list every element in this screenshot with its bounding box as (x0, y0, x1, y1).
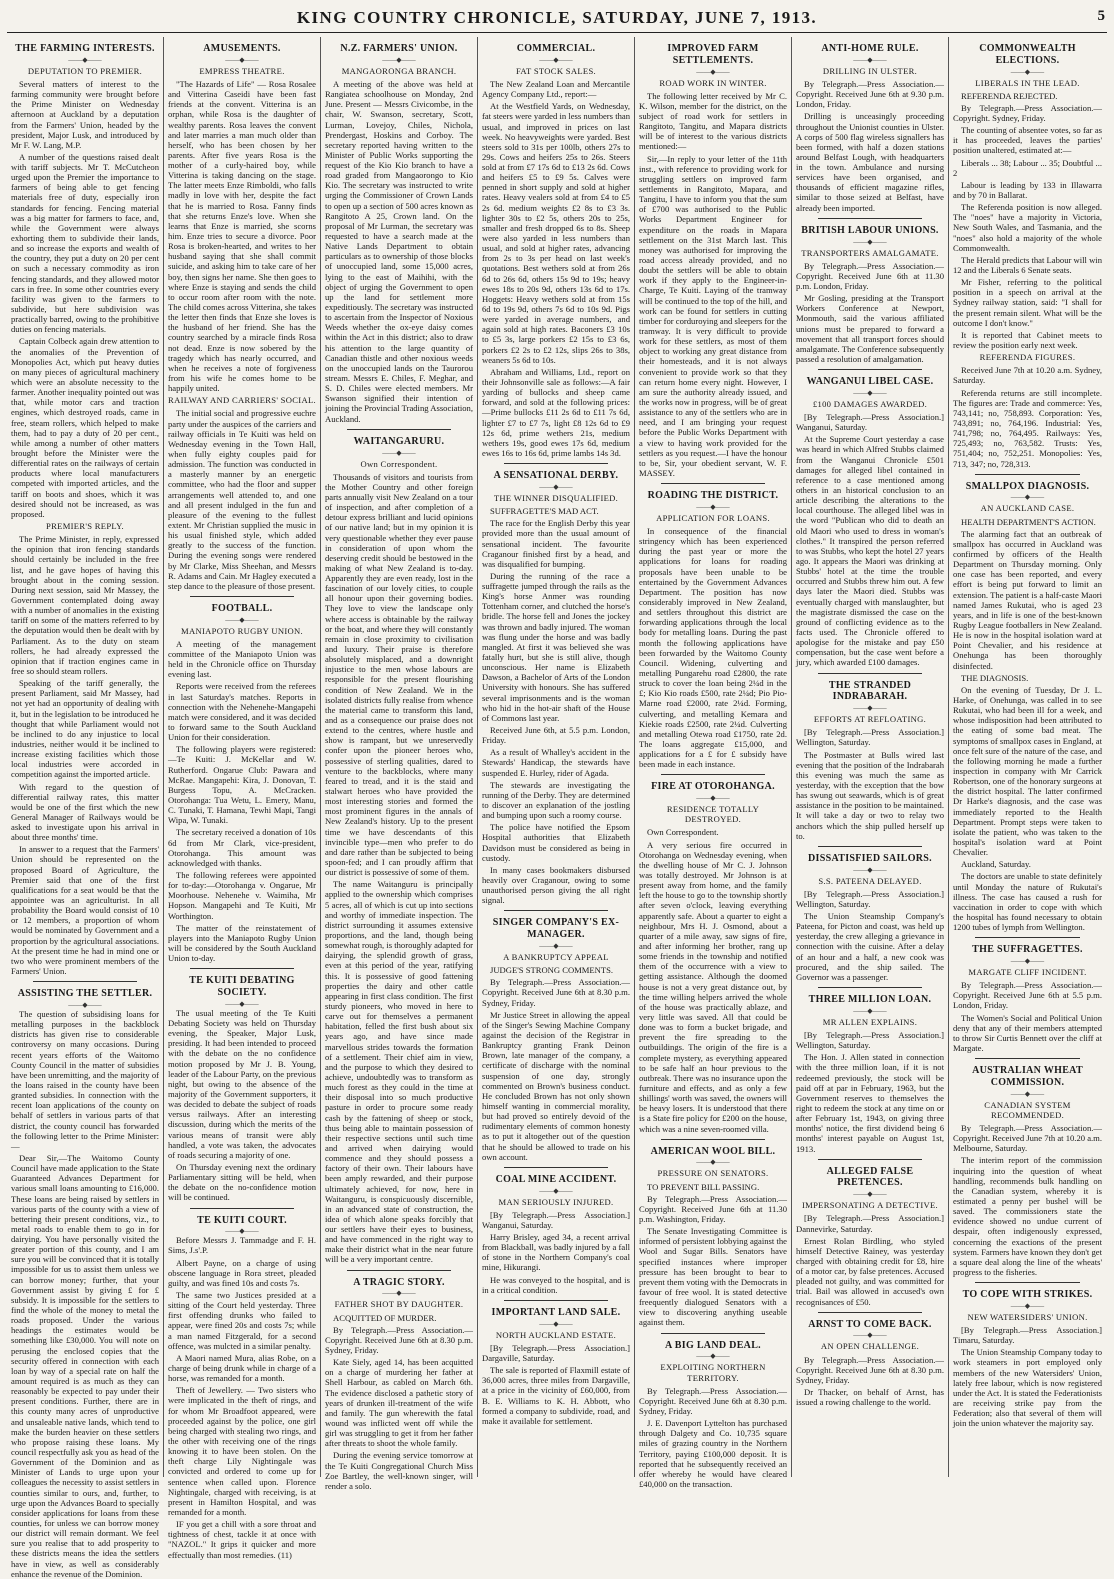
article-headline: COAL MINE ACCIDENT. (495, 1173, 617, 1185)
article-paragraph: Liberals ... 38; Labour ... 35; Doubtful ... 2 (953, 157, 1102, 178)
section-rule (975, 937, 1080, 938)
column-5 (635, 37, 792, 1489)
article-paragraph: Several matters of interest to the farming community were brought before the Prime Minister on Wednesday afternoon at Auckland by a deputation from the Farmers' Union, headed by the president, Major Lusk, and introduced by Mr F. W. Lang, M.P. (11, 78, 159, 150)
article-headline: SINGER COMPANY'S EX-MANAGER. (492, 917, 620, 941)
article-paragraph: [By Telegraph.—Press Association.] Dargaville, Saturday. (482, 1342, 630, 1363)
article-subheading: NEW WATERSIDERS' UNION. (967, 1311, 1088, 1322)
article (168, 1208, 316, 1560)
column-7 (949, 37, 1106, 1477)
article (168, 395, 316, 591)
article-subheading: TRANSPORTERS AMALGAMATE. (801, 247, 939, 258)
article-paragraph: The question of subsidising loans for metalling purposes in the backblock districts has given rise to considerable controversy on many occasions. During recent years efforts of the Waitomo County Council in the matter of subsidies have been unremitting, and the majority of the loans raised in the county have been granted subsidies. In connection with the recent loan applications of the county on behalf of settlers in various parts of that district, the county council has forwarded the following letter to the Prime Minister:— (11, 1008, 159, 1151)
article-paragraph: The matter of the reinstatement of players into the Maniapoto Rugby Union will be considered by the South Auckland Union to-day. (168, 922, 316, 964)
article (953, 937, 1102, 1053)
article-paragraph: By Telegraph.—Press Association.—Copyright. Received June 6th at 8.30 p.m. Sydney, Friday. (639, 1385, 787, 1416)
article (953, 1058, 1102, 1277)
article (325, 1270, 473, 1491)
article-paragraph: By Telegraph.—Press Association.—Copyright. Received June 7th at 10.20 a.m. Melbourne, Saturday. (953, 1123, 1102, 1154)
article (168, 968, 316, 1202)
headline-ornament: ——◆—— (382, 1289, 416, 1298)
article-paragraph: Referenda returns are still incomplete. The figures are: Trade and commerce: Yes, 743,141; no, 758,893. Corporation: Yes, 743,891; no, 764,196. Industrial: Yes, 741,798; no, 764,495. Railways: Yes, 725,493; no, 763,582. Trusts: Yes, 751,404; no, 752,251. Monopolies: Yes, 713, 347; no, 728,313. (953, 387, 1102, 469)
article-paragraph: Dear Sir,—The Waitomo County Council have made application to the State Guaranteed Advances Department for various small loans amounting to £16,000. These loans are being raised by settlers in various parts of the county with a view of bettering their present conditions, viz., to metal roads to enable them to go in for dairying. You have personally visited the greater portion of this county, and I am sure you will be convinced that it is totally impossible for us to assist them unless we can borrow money; further, that your Government assist by giving £ for £ subsidy. It is impossible for the settlers to find the whole of the money to metal the roads proposed. Under the various headings the estimates would be something like £30,000. You will note on perusing the enclosed copies that the security offered in connection with each loan by way of a special rate on half the amount required is as much as they can reasonably be expected to pay under their present conditions. Further, there are in this county many acres of unproductive and unsaleable native lands, which tend to make the burden heavier on these settlers who propose raising these loans. My council respectfully ask you as head of the Government of the Dominion and as Minister of Lands to urge upon your colleagues the necessity to assist settlers in counties similar to ours, and, further, to urge upon the Advances Board to specially consider applications for loans from these counties, for unless we can borrow money our district will remain dormant. We feel sure you realise that to add prosperity to these districts means the idea the settlers have in view, as well as considerably enhance the revenue of the Dominion. (11, 1152, 159, 1579)
article-subheading: EFFORTS AT REFLOATING. (813, 714, 927, 725)
masthead (7, 6, 1107, 33)
page-number: 5 (1097, 8, 1105, 24)
article-paragraph: Albert Payne, on a charge of using obscene language in Rora street, pleaded guilty, and was fined 10s and costs 7s. (168, 1257, 316, 1288)
article (639, 774, 787, 1133)
article (796, 369, 944, 667)
article-paragraph: The Senate Investigating Committee is informed of persistent lobbying against the Wool and Sugar Bills. Senators have specified instances where improper pressure has been brought to bear to prevent them voting with the Democrats in favour of free wool. It is stated detective freequently dialogued Senators with a view to discovering anything useable against them. (639, 1226, 787, 1328)
article-headline: FIRE AT OTOROHANGA. (651, 781, 775, 793)
article-subheading: A BANKRUPTCY APPEAL (503, 952, 609, 963)
article-paragraph: By Telegraph.—Press Association.—Copyright. Received June 6th at 8.30 p.m. Sydney, Friday. (325, 1324, 473, 1355)
section-rule (975, 474, 1080, 475)
section-rule (818, 987, 922, 988)
article-paragraph: Received June 6th, at 5.5 p.m. London, Friday. (482, 725, 630, 746)
article-subheading: MARGATE CLIFF INCIDENT. (968, 967, 1087, 978)
article-paragraph: Reports were received from the referees in last Saturday's matches. Reports in connection with the Nehenehe-Mangapehi match were considered, and it was decided to forward same to the South Auckland Union for their consideration. (168, 681, 316, 743)
article-headline: WANGANUI LIBEL CASE. (806, 376, 934, 388)
article-paragraph: By Telegraph.—Press Association.—Copyright. Received June 6th at 8.30 p.m. Sydney, Friday. (482, 977, 630, 1008)
article-headline: A TRAGIC STORY. (353, 1276, 445, 1288)
masthead-title: KING COUNTRY CHRONICLE, SATURDAY, JUNE 7, 1913. (296, 8, 818, 27)
headline-ornament: ——◆—— (539, 1186, 573, 1195)
section-rule (975, 1282, 1080, 1283)
headline-ornament: ——◆—— (696, 67, 730, 76)
article-paragraph: Harry Brisley, aged 34, a recent arrival from Blackball, was badly injured by a fall of stone in the Northern Company's coal mine, Hikurangi. (482, 1232, 630, 1273)
article-paragraph: Drilling is unceasingly proceeding throughout the Unionist counties in Ulster. A corps of 500 flag wireless signallers has been formed, with half a dozen stations around Belfast Lough, with headquarters in the town. Ambulance and nursing services have been organised, and thousands of efficient magazine rifles, similar to those seized at Belfast, have already been imported. (796, 111, 944, 213)
section-rule (818, 673, 922, 674)
article (168, 596, 316, 963)
section-rule (347, 429, 451, 430)
section-rule (504, 1300, 608, 1301)
article-paragraph: During the evening service tomorrow at the Te Kuiti Congregational Church Miss Zoe Bartley, the well-known singer, will render a solo. (325, 1450, 473, 1491)
article-paragraph: Dr Thacker, on behalf of Arnst, has issued a rowing challenge to the world. (796, 1387, 944, 1408)
section-rule (661, 1333, 765, 1334)
article-paragraph: Mr Justice Street in allowing the appeal of the Singer's Sewing Machine Company against the decision of the Registrar in Bankruptcy granting Frank Deinon Brown, late manager of the company, a certificate of discharge with the nominal suspension of one day, strongly commented on Brown's business conduct. He concluded Brown has not only shown himself wanting in commercial morality, but had proved so entirely devoid of the rudimentary elements of common honesty as to put it altogether out of the question that he should be allowed to trade on his own account. (482, 1009, 630, 1162)
article-headline: THE FARMING INTERESTS. (15, 43, 155, 54)
article (639, 1333, 787, 1489)
article (796, 1159, 944, 1307)
article-headline: A BIG LAND DEAL. (665, 1339, 761, 1351)
article-subheading: EMPRESS THEATRE. (199, 65, 285, 76)
article-paragraph: The secretary received a donation of 10s 6d from Mr Clark, vice-president, Otorohanga. This amount was acknowledged with thanks. (168, 827, 316, 868)
article-headline: ARNST TO COME BACK. (808, 1318, 932, 1330)
article-paragraph: The Union Steamship Company's Pateena, for Picton and coast, was held up yesterday, the crew alleging a grievance in connection with the cuisine. After a delay of an hour and a half, a new cook was procured, and the ship sailed. The Governor was a passenger. (796, 911, 944, 982)
headline-ornament: ——◆—— (853, 388, 887, 397)
article-paragraph: Received June 7th at 10.20 a.m. Sydney, Saturday. (953, 365, 1102, 386)
headline-ornament: ——◆—— (225, 1227, 259, 1236)
article-paragraph: At the Westfield Yards, on Wednesday, fat steers were yarded in less numbers than usual, and improved in prices on last week. No heavyweights were yarded. Best steers sold to 31s per 100lb, others 27s to 29s. Cows and heifers 25s to 26s. Steers sold at from £7 17s 6d to £13 2s 6d. Cows and heifers £5 to £9 5s. Calves were penned in short supply and sold at higher rates. Heavy vealers sold at from £4 to £5 2s 6d. medium weights £2 8s to £3 3s. lighter 30s to £2 5s, others 20s to 25s, smaller and fresh dropped 6s to 8s. Sheep were also yarded in less numbers than usual, and sold at higher rates, advancing from 2s to 3s per head on last week's quotations. Best wethers sold at from 26s 6d to 26s 6d, others 15s 9d to 19s; heavy ewes 18s to 20s 9d, others 13s 6d to 17s. Hoggets: Heavy wethers sold at from 15s 6d to 19s 9d, others 7s 6d to 10s 9d. Pigs were yarded in average numbers, and again sold at high rates. Baconers £3 10s to £5 3s, large porkers £2 15s to £3 6s, porkers £2 2s to £2 12s, slips 26s to 38s, weaners 5s 6d to 10s. (482, 101, 630, 365)
article-headline: AMUSEMENTS. (203, 43, 281, 54)
headline-ornament: ——◆—— (225, 999, 259, 1008)
article-paragraph: Abraham and Williams, Ltd., report on their Johnsonville sale as follows:—A fair yarding of bullocks and sheep came forward, and sold at the following prices:—Prime bullocks £11 2s 6d to £11 7s 6d, lighter £7 to £7 7s, light £8 12s 6d to £9 12s 6d, prime wethers 21s, medium wethers 19s, good ewes 17s 6d, medium ewes 16s to 16s 6d, prime lambs 14s 3d. (482, 366, 630, 458)
article-paragraph: The initial social and progressive euchre party under the auspices of the carriers and railway officials in Te Kuiti was held on Wednesday evening in the Town Hall, when fully eighty couples paid for admission. The function was conducted in a masterly manner by an energetic committee, who had the floor and supper arrangements well attended to, and one and all present indulged in the fun and pleasure of the evening to the fullest extent. Mr Christian supplied the music in his usual finished style, which added greatly to the success of the function. During the evening songs were rendered by Mr Clarke, Miss Sheehan, and Messrs R. Adams and Cain. Mr Hagley executed a step dance to the pleasure of those present. (168, 408, 316, 591)
headline-ornament: ——◆—— (382, 55, 416, 64)
article (11, 521, 159, 976)
article-paragraph: The doctors are unable to state definitely until Monday the nature of Rukutai's illness. The case has caused a rush for vaccination in order to cope with which the hospital has found necessary to obtain 1200 tubes of lymph from Wellington. (953, 871, 1102, 933)
article (482, 463, 630, 905)
article-paragraph: The New Zealand Loan and Mercantile Agency Company Ltd., report:— (482, 78, 630, 100)
section-rule (504, 463, 608, 464)
article-paragraph: Kate Siely, aged 14, has been acquitted on a charge of murdering her father at Shell Harbour, as cabled on March 6th. The evidence disclosed a pathetic story of years of drunken ill-treatment of the wife and family. The gun wherewith the fatal wound was inflicted went off while the girl was struggling to get it from her father after threats to shoot the whole family. (325, 1357, 473, 1449)
article-subheading: MAN SERIOUSLY INJURED. (498, 1196, 614, 1207)
article-paragraph: By Telegraph.—Press Association.—Copyright. Received June 6th at 8.30 p.m. Sydney, Friday. (796, 1354, 944, 1385)
section-rule (661, 1139, 765, 1140)
article-paragraph: "The Hazards of Life" — Rosa Rosalee and Vitterina Caseidi have been fast friends at the convent. Vitterina is an orphan, while Rosa is the daughter of wealthy parents. Rosa leaves the convent and later marries a man much older than herself, who has been chosen by her parents. After five years Rosa is the mother of a curly-haired boy, while Vitterina is taking dancing on the stage. The latter meets Enze Rimboldi, who falls madly in love with her, despite the fact that he is married to Rosa. Fanny finds that she returns Enze's love. When she learns that Enze is married, she scorns him. Enze tries to secure a divorce. Poor Rosa is broken-hearted, and writes to her husband saying that she shall commit suicide, and asking him to take care of her boy, then signs her name. She then goes to where Enze is staying and sends the child to occur room after room with the note. The child comes across Vitterina, she takes the letter then finds that Enze she loves is the husband of her friend. She has the country searched by a miracle finds Rosa not dead. Enze is now sobered by the tragedy which has nearly occurred, and when he receives a note of forgiveness from his wife he comes home to be happily united. (168, 78, 316, 394)
article (796, 846, 944, 982)
article-paragraph: SUFFRAGETTE'S MAD ACT. (490, 506, 599, 517)
article-paragraph: By Telegraph.—Press Association.—Copyright. Received June 6th at 11.30 p.m. Washington, Friday. (639, 1193, 787, 1225)
article-subheading: PRESSURE ON SENATORS. (657, 1168, 769, 1179)
article-paragraph: At the Supreme Court yesterday a case was heard in which Alfred Stubbs claimed from the Wanganui Chronicle £501 damages for alleged libel contained in reference to a case mentioned among others in an historical conclusion to an article describing the alterations to the local courthouse. The alleged libel was in the word "Publican who did to death an old Maori who used to dress in woman's clothes." It transpired the person referred to was Stubbs, who kept the hotel 27 years ago. It appears the Maori was drinking at Stubbs' hotel at the time the trouble occurred and Stubbs threw him out. A few days later the Maori died. Stubbs was eventually charged with manslaughter, but the magistrate dismissed the case on the ground of conflicting evidence as to the facts used. The Chronicle offered to apologise for the mistake and pay £50 compensation, but the case went before a jury, which awarded £100 damages. (796, 434, 944, 668)
section-rule (975, 1058, 1080, 1059)
headline-ornament: ——◆—— (696, 1158, 730, 1167)
article-subheading: AN OPEN CHALLENGE. (820, 1341, 920, 1352)
article (953, 474, 1102, 933)
section-rule (818, 218, 922, 219)
article-headline: TO COPE WITH STRIKES. (962, 1289, 1093, 1301)
article (796, 673, 944, 841)
article-subheading: NORTH AUCKLAND ESTATE. (495, 1329, 617, 1340)
article-subheading: FAT STOCK SALES. (515, 65, 596, 76)
article-headline: AMERICAN WOOL BILL. (650, 1145, 776, 1157)
headline-ornament: ——◆—— (1010, 1089, 1045, 1098)
article (482, 1300, 630, 1426)
article-paragraph: The interim report of the commission inquiring into the question of wheat handling, recommends bulk handling on the Canadian system, whereby it is estimated a penny per bushel will be saved. The commissioners state the evidence showed no undue current of despair, often indigenously expressed, concerning the exactions of the present system. Farmers have known they don't get a square deal along the line of the wheats' progress to the fisheries. (953, 1155, 1102, 1277)
article-paragraph: In many cases bookmakers disbursed heavily over Craganour, owing to some unauthorised person giving the all right signal. (482, 864, 630, 906)
section-rule (661, 483, 765, 484)
article-headline: N.Z. FARMERS' UNION. (340, 43, 458, 54)
article-subheading: RESIDENCE TOTALLY DESTROYED. (666, 804, 760, 825)
article-headline: THE SUFFRAGETTES. (972, 944, 1083, 956)
headline-ornament: ——◆—— (696, 794, 730, 803)
article-paragraph: THE DIAGNOSIS. (961, 672, 1029, 683)
article-paragraph: Mr Fisher, referring to the political position in a speech on arrival at the Sydney railway station, said: "I shall for the present remain silent. What will be the outcome I don't know." (953, 277, 1102, 328)
article-paragraph: Labour is leading by 133 in Illawarra and by 70 in Ballarat. (953, 179, 1102, 200)
headline-ornament: ——◆—— (853, 1331, 887, 1340)
newspaper-page (7, 6, 1107, 1579)
article-subheading: IMPERSONATING A DETECTIVE. (802, 1200, 938, 1211)
article-paragraph: By Telegraph.—Press Association.—Copyright. Sydney, Friday. (953, 102, 1102, 124)
article-subheading: £100 DAMAGES AWARDED. (812, 398, 928, 409)
article-subheading: PREMIER'S REPLY. (46, 520, 124, 531)
article-paragraph: [By Telegraph.—Press Association.] Timaru, Saturday. (953, 1325, 1102, 1346)
article-paragraph: Ernest Rolan Birdling, who styled himself Detective Rainey, was yesterday charged with obtaining credit for £8, hire of a motor car, by false pretences. Accused pleaded not guilty, and was committed for trial. Bail was allowed in accused's own recognisances of £50. (796, 1235, 944, 1307)
article-paragraph: In answer to a request that the Farmers' Union should be represented on the proposed Board of Agriculture, the Premier said that one of the first qualifications for a seat would be that the appointee was an agriculturist. In all probability the Board would consist of 10 or 12 members, a proportion of whom would be nominated by Government and a proportion by the agricultural associations. At the present time he had in mind one or two who were prominent members of the Farmers' Union. (11, 844, 159, 977)
article-paragraph: The Referenda position is now alleged. The "noes" have a majority in Victoria, New South Wales, and Tasmania, and the "noes" also hold a majority of the whole Commonwealth. (953, 202, 1102, 253)
article-paragraph: On Thursday evening next the ordinary Parliamentary sitting will be held, when the debate on the no-confidence motion will be continued. (168, 1161, 316, 1203)
article-headline: COMMONWEALTH ELECTIONS. (979, 43, 1076, 66)
article-subheading: RAILWAY AND CARRIERS' SOCIAL. (168, 395, 316, 406)
article-paragraph: Theft of Jewellery. — Two sisters who were implicated in the theft of rings, and for whom Mr Broadfoot appeared, were proceeded against by the police, one girl being charged with stealing two rings, and the other with receiving one of the rings knowing it to have been stolen. On the theft charge Lily Nightingale was convicted and ordered to come up for sentence when called upon. Florence Nightingale, charged with receiving, is at present in Hamilton Hospital, and was remanded for a month. (168, 1385, 316, 1517)
article-paragraph: [By Telegraph.—Press Association.] Wellington, Saturday. (796, 1029, 944, 1051)
article-paragraph: The usual meeting of the Te Kuiti Debating Society was held on Thursday evening, the Speaker, Major Lusk, presiding. It had been intended to proceed with the debate on the no confidence motion proposed by Mr J. B. Young, leader of the Labour Party, on the previous night, but owing to the absence of the majority of the Government supporters, it was decided to debate the subject of roads versus railways. After an interesting discussion, during which the merits of the various means of transit were ably handled, a vote was taken, the advocates of roads securing a majority of one. (168, 1007, 316, 1160)
article-subheading: LIBERALS IN THE LEAD. (975, 77, 1080, 88)
headline-ornament: ——◆—— (853, 1006, 887, 1015)
article-headline: THREE MILLION LOAN. (808, 994, 932, 1006)
article-paragraph: The Prime Minister, in reply, expressed the opinion that iron fencing standards should certainly be included in the free list, and he gave hopes of having this brought about in the coming session. During next session, said Mr Massey, the Government contemplated doing away with a number of anomalies in the existing tariff on some of the matters referred to by the deputation would then be dealt with by Parliament. As to the duty on steam rollers, he had already expressed the opinion that if traction engines came in free so should steam rollers. (11, 534, 159, 676)
article-paragraph: The alarming fact that an outbreak of smallpox has occurred in Auckland was confirmed by officers of the Health Department on Thursday morning. Only one case has been reported, and every effort is being put forward to limit an extension. The patient is a half-caste Maori named James Rukutai, who is aged 23 years, and in life is one of the best-known Rugby League footballers in New Zealand. He is now in the hospital isolation ward at Point Chevalier, and his residence at Onehunga has been thoroughly disinfected. (953, 528, 1102, 671)
article-paragraph: A very serious fire occurred in Otorohanga on Wednesday evening, when the dwelling house of Mr C. J. Johnson was totally destroyed. Mr Johnson is at present away from home, and the family left the house to go to the township shortly after seven o'clock, leaving everything apparently safe. About a quarter to eight a neighbour, Mrs H. J. Osmond, about a quarter of a mile away, saw signs of fire, and after informing her brother, rang up some friends in the township and notified them of the occurrence with a view to getting assistance. Although the doomed house is not a very great distance out, by the time willing helpers arrived the whole of the house was practically ablaze, and very little was saved. All that could be done was to form a bucket brigade, and prevent the fire spreading to the outbuildings. The origin of the fire is a complete mystery, as everything appeared to be safe half an hour previous to the outbreak. There was no insurance upon the furniture and effects, and as only a few shillings' worth was saved, the owners will be heavy losers. It is understood that there is a State fire policy for £200 on the house, which was a nine seven-roomed villa. (639, 839, 787, 1134)
article-subheading: EXPLOITING NORTHERN TERRITORY. (660, 1362, 766, 1383)
article-paragraph: The Herald predicts that Labour will win 12 and the Liberals 6 Senate seats. (953, 254, 1102, 275)
article-paragraph: The Women's Social and Political Union deny that any of their members attempted to throw Sir Curtis Bennett over the cliff at Margate. (953, 1012, 1102, 1053)
article (953, 1282, 1102, 1428)
article (482, 1167, 630, 1295)
headline-ornament: ——◆—— (1010, 67, 1045, 76)
section-rule (33, 981, 137, 982)
article-paragraph: The name Waitanguru is principally applied to the ownership which comprises 5 acres, all of which is cut up into sections and worthy of immediate inspection. The district surrounding it assumes extensive proportions, and the land, though being somewhat rough, is thoroughly adapted for dairying, the splendid growth of grass, even at this period of the year, ratifying this. It is possessive of good fattening properties the dairy and other cattle appearing in first class condition. The first sturdy pioneers, who moved in here to carve out for themselves a permanent habitation, felled the first bush about six years ago, and have since made marvellous strides towards the formation of a settlement. Their chief aim in view, and the purpose to which they desired to achieve, undoubtedly was to transform as much forest as they could in the time at their disposal into so much productive pasture in order to procure some ready cash by the fattening of sheep or stock, thus being able to maintain possession of their respective sections until such time and arrived when dairying would commence and they should possess a factory of their own. Their labours have been amply rewarded, and their purpose ultimately achieved, for now, here in Waitanguru, is conspicuously discernible, in an advanced state of construction, the idea of which alone speaks forcibly that our settlers have their eyes to business, and have commenced in the right way to make their district what in the near future will be a very important centre. (325, 879, 473, 1265)
article-paragraph: Before Messrs J. Tammadge and F. H. Sims, J.s'.P. (168, 1235, 316, 1256)
article-headline: TE KUITI DEBATING SOCIETY. (189, 975, 295, 999)
article-headline: IMPROVED FARM SETTLEMENTS. (667, 43, 759, 66)
article-paragraph: During the running of the race a suffragette jumped through the rails as the King's horse Anmer was rounding Tottenham corner, and clutched the horse's bridle. The horse fell and Jones the jockey was thrown and badly injured. The woman was flung under the horse and was badly mangled. At first it was believed she was fatally hurt, but she is still alive, though unconscious. Her name is Elizabeth Dawson, a Bachelor of Arts of the London University with honours. She has suffered several imprisonments and is the woman who hid in the hot-air shaft of the House of Commons last year. (482, 570, 630, 723)
article-subheading: DRILLING IN ULSTER. (822, 65, 918, 76)
section-rule (818, 1159, 922, 1160)
article (639, 483, 787, 769)
article-subheading: REFERENDA FIGURES. (979, 352, 1076, 363)
article-headline: DISSATISFIED SAILORS. (808, 852, 932, 864)
article-headline: ANTI-HOME RULE. (821, 43, 919, 54)
article-paragraph: [By Telegraph.—Press Association.] Wanganui, Saturday. (796, 412, 944, 433)
headline-ornament: ——◆—— (1010, 957, 1045, 966)
article (796, 43, 944, 213)
headline-ornament: ——◆—— (225, 615, 259, 624)
article-paragraph: By Telegraph.—Press Association.—Copyright. Received June 6th at 5.5 p.m. London, Friday. (953, 980, 1102, 1011)
article (11, 981, 159, 1579)
headline-ornament: ——◆—— (539, 55, 573, 64)
article-paragraph: In consequence of the financial stringency which has been experienced during the past year or more the applications for loans for roading proposals have been unable to be entertained by the Government Advances Department. The position has now considerably improved in New Zealand, and settlers throughout this district are forwarding applications through the local body for metalling loans. During the past month the following applications have been forwarded by the Waitomo County Council. Widening, culverting and metalling Pungarehu road £2800, the rate struck to cover the loan being 2¼d in the £; Kio Kio roads £500, rate 2¼d; Pio Pio-Marne road £2000, rate 2¼d. Forming, culverting, and metalling Kemara and Kiekie roads £2500, rate 2¼d. Culverting and metalling Otewa road £1750, rate 2d. The loans aggregate £15,000, and applications for a £ for £ subsidy have been made in each instance. (639, 526, 787, 770)
headline-ornament: ——◆—— (1010, 1301, 1045, 1310)
article-paragraph: The following letter received by Mr C. K. Wilson, member for the district, on the subject of road work for settlers in Rangitoto, Tangitu, and Mapara districts will be of interest to the various districts mentioned:— (639, 90, 787, 152)
section-rule (818, 846, 922, 847)
section-rule (661, 774, 765, 775)
article-paragraph: Own Correspondent. (647, 827, 719, 838)
article-paragraph: The Postmaster at Bulls wired last evening that the position of the Indrabarah this evening was much the same as yesterday, with the exception that the bow has swung out seawards, which is of great assistance in the position to be maintained. It will take a day or two to relay two anchors which the ship pulled herself up to. (796, 749, 944, 841)
article-paragraph: As a result of Whalley's accident in the Stewards' Handicap, the stewards have suspended E. Hurley, rider of Agada. (482, 747, 630, 778)
column-2 (164, 37, 321, 1560)
article-headline: AUSTRALIAN WHEAT COMMISSION. (972, 1065, 1083, 1088)
article-paragraph: On the evening of Tuesday, Dr J. L. Harke, of Onehunga, was called in to see Rukutai, who had been ill for a week, and whose indisposition had been attributed to the eating of some bad meat. The symptoms of smallpox cases in England, at once felt sure of the nature of the case, and the following morning he made a further inspection in company with Mr Carrick Robertson, one of the honorary surgeons at the district hospital. The latter confirmed Dr Harke's diagnosis, and the case was immediately reported to the Health Department. Prompt steps were taken to isolate the patient, who was taken to the hospital's isolation ward at Point Chevalier. (953, 684, 1102, 858)
article-subheading: MANIAPOTO RUGBY UNION. (181, 625, 303, 636)
article-paragraph: Sir,—In reply to your letter of the 11th inst., with reference to providing work for struggling settlers on improved farm settlements in Rangitoto, Mapara, and Tangitu, I have to inform you that the sum of £700 was authorised to the Public Works Department Engineer for expenditure on the roads in Mapara settlement on the 31st March last. This money was authorised for improving the road access already provided, and no doubt the settlers will be able to obtain work if they apply to the Engineer-in-Charge, Te Kuiti. Laying of the tramway will be continued to the top of the hill, and work can be found for settlers in cutting timber for corduroying and sleepers for the tramway. It is very difficult to provide work for these settlers, as most of them object to working any great distance from their homesteads, and it is not always convenient to provide work so that they can return home every night. However, I am sure the authority already issued, and the works now in progress, will be of great assistance to any of the settlers who are in need, and I am bringing your request before the Public Works Department with a view to having work provided for the settlers as you request.—I have the honour to be, Sir, your obedient servant, W. F. MASSEY. (639, 153, 787, 478)
article-paragraph: Speaking of the tariff generally, the present Parliament, said Mr Massey, had not yet had an opportunity of dealing with it, but in the legislation to be introduced he thought that while Parliament would not be inclined to do any injustice to local industries, neither would it be inclined to increase existing facilities which those local industries were accorded in competition against the imported article. (11, 678, 159, 780)
headline-ornament: ——◆—— (225, 55, 259, 64)
article-paragraph: [By Telegraph.—Press Association.] Wellington, Saturday. (796, 727, 944, 748)
article (639, 43, 787, 478)
article-subheading: MR ALLEN EXPLAINS. (822, 1016, 918, 1027)
article (325, 43, 473, 424)
article-paragraph: REFERENDA REJECTED. (961, 90, 1058, 101)
article-paragraph: Auckland, Saturday. (961, 859, 1031, 870)
article-headline: COMMERCIAL. (516, 43, 596, 54)
article-paragraph: The Union Steamship Company today to work steamers in port employed only members of the new Watersiders' Union, lately free labour, which is now registered under the Act. It is stated the Federationists are receiving strike pay from the Federation; also that several of them will join the union whatever the majority say. (953, 1347, 1102, 1429)
article (953, 43, 1102, 350)
article-headline: A SENSATIONAL DERBY. (493, 470, 619, 482)
section-rule (818, 1312, 922, 1313)
article (482, 910, 630, 1161)
article (168, 43, 316, 393)
section-rule (190, 968, 294, 969)
article-paragraph: The police have notified the Epsom Hospital authorities that Elizabeth Davidson must be considered as being in custody. (482, 822, 630, 863)
article (953, 352, 1102, 469)
article-subheading: FATHER SHOT BY DAUGHTER. (334, 1299, 464, 1310)
article-headline: BRITISH LABOUR UNIONS. (801, 224, 939, 236)
article-paragraph: The stewards are investigating the running of the Derby. They are determined to discover an explanation of the jostling and bumping upon such a roomy course. (482, 779, 630, 821)
article-paragraph: Captain Colbeck again drew attention to the anomalies of the Prevention of Monopolies Act, which put heavy duties on many pieces of agricultural machinery which were an absolute necessity to the farmer. Another inequality pointed out was that, while motor cars and traction engines, which destroyed roads, came in free, steam rollers, which helped to make them, had to pay a duty of 20 per cent., while among a number of other matters brought before the Minister were the differential rates on the railways of certain products where local manufacturers competed with imported articles, and the tariff on boots and shoes, which it was desired should not be increased, as was proposed. (11, 336, 159, 519)
column-3 (321, 37, 478, 1491)
article-paragraph: HEALTH DEPARTMENT'S ACTION. (961, 516, 1096, 527)
headline-ornament: ——◆—— (68, 1000, 102, 1009)
article-headline: FOOTBALL. (211, 602, 273, 614)
section-rule (347, 1270, 451, 1271)
headline-ornament: ——◆—— (696, 1352, 730, 1361)
section-rule (190, 1208, 294, 1209)
headline-ornament: ——◆—— (853, 237, 887, 246)
article-subheading: THE WINNER DISQUALIFIED. (493, 492, 619, 503)
article-paragraph: IF you get a chill with a sore throat and tightness of chest, tackle it at once with "NAZOL." It grips it quicker and more effectually than most remedies. (11) (168, 1519, 316, 1560)
article-headline: TE KUITI COURT. (197, 1214, 287, 1226)
article (11, 43, 159, 519)
article-paragraph: ACQUITTED OF MURDER. (333, 1312, 437, 1323)
article-subheading: Own Correspondent. (360, 458, 438, 469)
article-headline: WAITANGARURU. (353, 435, 445, 447)
article-subheading: DEPUTATION TO PREMIER. (27, 65, 143, 76)
article-paragraph: The counting of absentee votes, so far as it has proceeded, leaves the parties' position unaltered, estimated at:— (953, 125, 1102, 156)
headline-ornament: ——◆—— (853, 55, 887, 64)
article-paragraph: The same two Justices presided at a sitting of the Court held yesterday. Three first offending drunks who failed to appear, were fined 20s and costs 7s; while a man named Fitzgerald, for a second offence, was mulcted in a similar penalty. (168, 1290, 316, 1351)
article-subheading: MANGAORONGA BRANCH. (341, 65, 457, 76)
article-paragraph: Mr Gosling, presiding at the Transport Workers Conference at Newport, Monmouth, said the various affiliated unions must be prepared to forward a movement that all transport forces should amalgamate. The Conference subsequently passed a resolution of amalgamation. (796, 293, 944, 364)
column-1 (7, 37, 164, 1579)
columns (7, 37, 1107, 1579)
headline-ornament: ——◆—— (696, 502, 730, 511)
article-subheading: ROAD WORK IN WINTER. (659, 77, 767, 88)
article-paragraph: The following players were registered:—Te Kuiti: J. McKellar and W. Rutherford. Ongarue Club: Pawara and McRae. Mangapehi: Kira, J. Donovan, T. Burgess Topu, A. McCracken. Otorohanga: Tua Wetu, L. Emery, Manu, C. Tunaki, T. Hamana, Tewhi Mapi, Tangi Wipa, W. Tunaki. (168, 744, 316, 826)
article (796, 218, 944, 364)
headline-ornament: ——◆—— (853, 1190, 887, 1199)
headline-ornament: ——◆—— (1010, 493, 1045, 502)
article (639, 1139, 787, 1328)
section-rule (818, 369, 922, 370)
article-paragraph: [By Telegraph.—Press Association.] Wanganui, Saturday. (482, 1209, 630, 1230)
article-paragraph: The following referees were appointed for to-day:—Otorohanga v. Ongarue, Mr Moorhouse. Nehenehe v. Waimiha, Mr Hopson. Mangapehi and Te Kuiti, Mr Worthington. (168, 870, 316, 921)
article-headline: ROADING THE DISTRICT. (647, 490, 779, 502)
column-4 (478, 37, 635, 1477)
column-6 (792, 37, 949, 1477)
article (482, 43, 630, 458)
article-paragraph: A meeting of the management committee of the Maniapoto Union was held in the Chronicle office on Thursday evening last. (168, 638, 316, 680)
article-paragraph: The race for the English Derby this year provided more than the usual amount of sensational incident. The favourite Craganour finished first by a head, and was disqualified for bumping. (482, 518, 630, 569)
article-paragraph: He was conveyed to the hospital, and is in a critical condition. (482, 1274, 630, 1295)
article-paragraph: A meeting of the above was held at Rangiatea schoolhouse on Monday, 2nd June. Present — Messrs Civicombe, in the chair, W. Swanson, secretary, Scott, Lurman, Lovejoy, Chiles, Nichola, Prendergast, Hoskins and Corboy. The secretary reported having written to the Minister of Public Works supporting the request of the Kio Kio branch to have a road graded from Mangaorongo to Kio Kio. The secretary was instructed to write urging the Commissioner of Crown Lands to open up a section of 500 acres known as Rangitoto A 25, Crown land. On the proposal of Mr Lurman, the secretary was requested to have a search made at the Native Lands Department to obtain particulars as to ownership of those blocks of unoccupied land, some 15,000 acres, lying to the east of Maihihi, with the object of urging the Government to open up the land for settlement more expeditiously. The secretary was instructed to ascertain from the Inspector of Noxious Weeds whether the ox-eye daisy comes within the Act in this district; also to draw his attention to the large quantity of Canadian thistle and other noxious weeds on the unoccupied lands on the Taurorou stream. Messrs E. Chiles, F. Meghar, and S. D. Chiles were elected members. Mr Swanson signified their intention of joining the Provincial Trading Association, Auckland. (325, 78, 473, 424)
headline-ornament: ——◆—— (539, 942, 573, 951)
article-headline: SMALLPOX DIAGNOSIS. (965, 480, 1090, 492)
article-paragraph: J. E. Davenport Lyttelton has purchased through Dalgety and Co. 10,735 square miles of grazing country in the Northern Territory, paying £100,000 deposit. It is reported that he subsequently received an offer whereby he would have cleared £40,000 on the transaction. (639, 1418, 787, 1489)
headline-ornament: ——◆—— (68, 55, 102, 64)
article-headline: ASSISTING THE SETTLER. (17, 988, 153, 1000)
section-rule (504, 910, 608, 911)
article-paragraph: The sale is reported of Flaxmill estate of 36,000 acres, three miles from Dargaville, at a price in the vicinity of £60,000, from B. E. Williams to K. H. Abbott, who formed a company to subdivide, road, and make it available for settlement. (482, 1365, 630, 1426)
article-paragraph: TO PREVENT BILL PASSING. (647, 1181, 760, 1192)
article-paragraph: By Telegraph.—Press Association.—Copyright. Received June 6th at 11.30 p.m. London, Friday. (796, 260, 944, 291)
article-headline: IMPORTANT LAND SALE. (491, 1306, 621, 1318)
article-headline: THE STRANDED INDRABARAH. (828, 679, 912, 703)
article-paragraph: It is reported that Cabinet meets to review the position early next week. (953, 329, 1102, 350)
article-subheading: CANADIAN SYSTEM RECOMMENDED. (984, 1099, 1071, 1120)
article-paragraph: A Maori named Mura, alias Robe, on a charge of being drunk while in charge of a horse, was remanded for a month. (168, 1352, 316, 1384)
article (796, 987, 944, 1154)
headline-ornament: ——◆—— (539, 1319, 573, 1328)
section-rule (504, 1167, 608, 1168)
headline-ornament: ——◆—— (853, 865, 887, 874)
article-subheading: APPLICATION FOR LOANS. (656, 512, 770, 523)
article-paragraph: A number of the questions raised dealt with tariff subjects. Mr T. McCutcheon urged upon the Premier the importance to farmers of being able to get fencing materials free of duty, especially iron standards for fencing. Fencing material was a big matter for farmers to face, and, while the Government were always exhorting them to subdivide their lands, and so increase the exports and wealth of the country, they put a duty on 20 per cent on such a necessary commodity as iron fencing standards, and they allowed motor cars in free. In some other countries every facility was given to the farmers to subdivide, but here subdivision was practically barred, owing to the prohibitive duties on fencing materials. (11, 151, 159, 335)
section-rule (190, 596, 294, 597)
headline-ornament: ——◆—— (539, 482, 573, 491)
article (325, 429, 473, 1265)
article-paragraph: Thousands of visitors and tourists from the Mother Country and other foreign parts annually visit New Zealand on a tour of inspection, and after completion of a detour express brilliant and lucid opinions of our native land; but in my opinion it is very questionable whether they ever pause in consideration of upon whom the deserving credit should be bestowed in the making of what New Zealand is to-day. Apparently they are even ready, lost in the fascination of our lovely cities, to couple all honour upon their governing bodies. They love to view the landscape only where access is obtainable by the railway or the boat, and where they will constantly remain in close proximity to civilisation and luxury. Their praise is therefore absolutely misplaced, and a downright injustice to the men whose labours are responsible for the present flourishing condition of New Zealand. We in the isolated districts fully realise from whence the material came to transform this land, and as a consequence our praise does not extend to the centres, where hustle and show is rampant, but we unreservedly confer upon the pioneer heroes who, possessive of sterling qualities, dared to venture to the backblocks, where many feared to tread, and it is the staid and stalwart heroes who have provided the most interesting stories and formed the most prominent figures in the annals of New Zealand's history. Up to the present time we have descendants of this invincible type—men who prefer to do and dare rather than be subjected to being spoon-fed; and I can proudly affirm that our district is possessive of some of them. (325, 471, 473, 878)
article-subheading: AN AUCKLAND CASE. (980, 503, 1075, 514)
article-paragraph: [By Telegraph.—Press Association.] Dannevirke, Saturday. (796, 1213, 944, 1234)
headline-ornament: ——◆—— (853, 704, 887, 713)
article-subheading: S.S. PATEENA DELAYED. (818, 875, 922, 886)
article-paragraph: By Telegraph.—Press Association.—Copyright. Received June 6th at 9.30 p.m. London, Friday. (796, 78, 944, 110)
article-headline: ALLEGED FALSE PRETENCES. (826, 1165, 914, 1189)
article-paragraph: With regard to the question of differential railway rates, this matter would be one of the first which the new General Manager of Railways would be asked to investigate upon his arrival in about three months' time. (11, 781, 159, 843)
article-paragraph: [By Telegraph.—Press Association.] Wellington, Saturday. (796, 888, 944, 909)
article (796, 1312, 944, 1408)
article-paragraph: The Hon. J. Allen stated in connection with the three million loan, if it is not redeemed previously, the stock will be paid off at par in February, 1963, but the Government reserves to themselves the right to redeem the stock at any time on or after February 1st, 1943, on giving three months' notice, the first dividend being 6 months' interest payable on August 1st, 1913. (796, 1052, 944, 1154)
article-paragraph: JUDGE'S STRONG COMMENTS. (490, 965, 614, 976)
headline-ornament: ——◆—— (382, 448, 416, 457)
